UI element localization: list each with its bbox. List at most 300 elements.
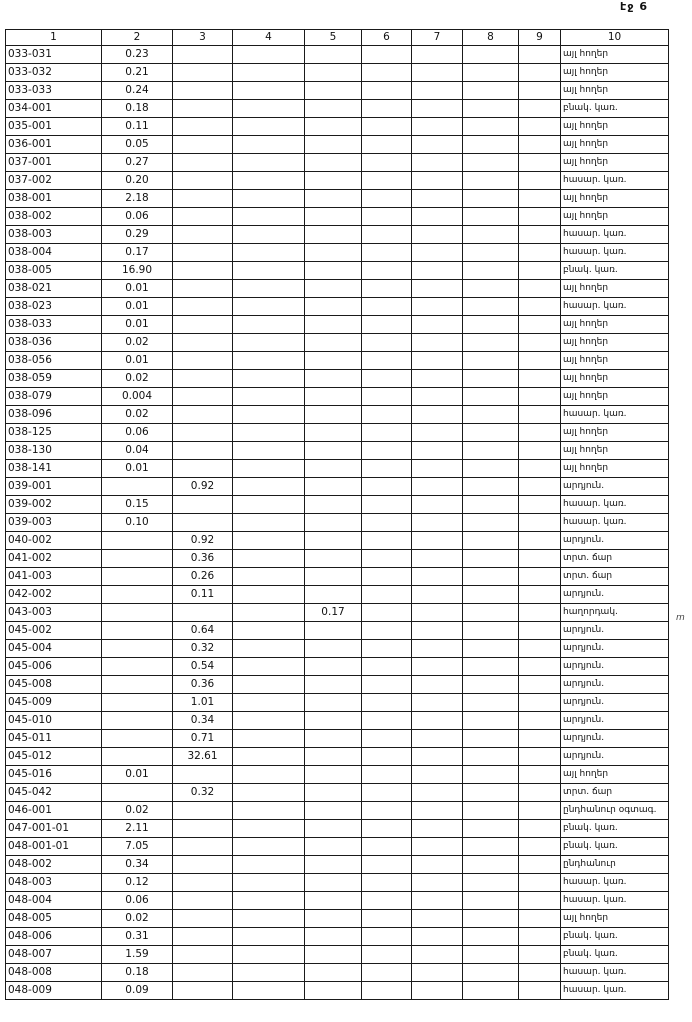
table-row	[6, 568, 669, 586]
table-row	[6, 550, 669, 568]
area-cell-col5	[305, 910, 362, 928]
area-cell-col5	[305, 100, 362, 118]
table-row	[6, 154, 669, 172]
table-row	[6, 478, 669, 496]
land-use-cell: այլ հողեր	[561, 118, 669, 136]
table-row	[6, 82, 669, 100]
table-row	[6, 118, 669, 136]
land-use-cell: այլ հողեր	[561, 370, 669, 388]
parcel-code-cell: 035-001	[6, 118, 102, 136]
land-use-cell: այլ հողեր	[561, 316, 669, 334]
parcel-code-cell: 048-008	[6, 964, 102, 982]
table-row	[6, 658, 669, 676]
area-cell-col3	[173, 370, 233, 388]
area-cell-col5	[305, 964, 362, 982]
land-use-cell: այլ հողեր	[561, 280, 669, 298]
area-cell-col9	[519, 766, 561, 784]
area-cell-col5	[305, 460, 362, 478]
area-cell-col3	[173, 82, 233, 100]
area-cell-col8	[463, 496, 519, 514]
area-cell-col9	[519, 586, 561, 604]
area-cell-col6	[362, 712, 412, 730]
area-cell-col5	[305, 388, 362, 406]
table-row	[6, 136, 669, 154]
land-use-cell: հասար. կառ.	[561, 172, 669, 190]
area-cell-col4	[233, 406, 305, 424]
area-cell-col5	[305, 568, 362, 586]
area-cell-col7	[412, 298, 463, 316]
area-cell-col5	[305, 982, 362, 1000]
area-cell-col9	[519, 694, 561, 712]
parcel-code-cell: 038-023	[6, 298, 102, 316]
land-use-cell: արդյուն.	[561, 658, 669, 676]
area-cell-col6	[362, 46, 412, 64]
area-cell-col3	[173, 496, 233, 514]
area-cell-col5	[305, 946, 362, 964]
area-cell-col2	[102, 712, 173, 730]
area-cell-col7	[412, 118, 463, 136]
area-cell-col6	[362, 136, 412, 154]
area-cell-col4	[233, 784, 305, 802]
area-cell-col3	[173, 154, 233, 172]
area-cell-col8	[463, 64, 519, 82]
area-cell-col3: 32.61	[173, 748, 233, 766]
area-cell-col4	[233, 280, 305, 298]
area-cell-col4	[233, 154, 305, 172]
parcel-code-cell: 038-056	[6, 352, 102, 370]
area-cell-col9	[519, 460, 561, 478]
table-row	[6, 388, 669, 406]
area-cell-col4	[233, 946, 305, 964]
area-cell-col6	[362, 568, 412, 586]
area-cell-col9	[519, 982, 561, 1000]
area-cell-col2	[102, 532, 173, 550]
land-use-cell: հասար. կառ.	[561, 298, 669, 316]
land-use-cell: հասար. կառ.	[561, 964, 669, 982]
land-use-cell: արդյուն.	[561, 532, 669, 550]
area-cell-col6	[362, 244, 412, 262]
area-cell-col3	[173, 136, 233, 154]
parcel-code-cell: 038-004	[6, 244, 102, 262]
area-cell-col5	[305, 136, 362, 154]
land-use-cell: արդյուն.	[561, 640, 669, 658]
area-cell-col2: 0.01	[102, 280, 173, 298]
area-cell-col5	[305, 316, 362, 334]
area-cell-col7	[412, 352, 463, 370]
area-cell-col7	[412, 478, 463, 496]
area-cell-col3	[173, 982, 233, 1000]
area-cell-col8	[463, 226, 519, 244]
area-cell-col5	[305, 496, 362, 514]
area-cell-col9	[519, 802, 561, 820]
area-cell-col3	[173, 424, 233, 442]
area-cell-col9	[519, 604, 561, 622]
area-cell-col5	[305, 694, 362, 712]
area-cell-col2: 0.06	[102, 424, 173, 442]
area-cell-col2	[102, 748, 173, 766]
area-cell-col5	[305, 514, 362, 532]
parcel-code-cell: 045-009	[6, 694, 102, 712]
area-cell-col8	[463, 172, 519, 190]
area-cell-col8	[463, 910, 519, 928]
area-cell-col7	[412, 712, 463, 730]
area-cell-col6	[362, 496, 412, 514]
land-use-cell: ընդհանուր	[561, 856, 669, 874]
area-cell-col8	[463, 964, 519, 982]
table-row	[6, 712, 669, 730]
area-cell-col4	[233, 316, 305, 334]
area-cell-col6	[362, 964, 412, 982]
area-cell-col2	[102, 676, 173, 694]
area-cell-col9	[519, 100, 561, 118]
parcel-code-cell: 045-012	[6, 748, 102, 766]
area-cell-col6	[362, 730, 412, 748]
area-cell-col3	[173, 100, 233, 118]
area-cell-col6	[362, 532, 412, 550]
area-cell-col7	[412, 262, 463, 280]
area-cell-col8	[463, 892, 519, 910]
area-cell-col3	[173, 388, 233, 406]
area-cell-col4	[233, 982, 305, 1000]
area-cell-col4	[233, 586, 305, 604]
area-cell-col3	[173, 316, 233, 334]
area-cell-col9	[519, 928, 561, 946]
land-use-cell: այլ հողեր	[561, 154, 669, 172]
area-cell-col2	[102, 640, 173, 658]
area-cell-col9	[519, 658, 561, 676]
land-use-cell: հաղորդակ.	[561, 604, 669, 622]
area-cell-col6	[362, 640, 412, 658]
parcel-code-cell: 038-125	[6, 424, 102, 442]
area-cell-col7	[412, 46, 463, 64]
land-use-cell: տրտ. ճար	[561, 784, 669, 802]
area-cell-col3	[173, 64, 233, 82]
area-cell-col2: 16.90	[102, 262, 173, 280]
area-cell-col3	[173, 964, 233, 982]
area-cell-col8	[463, 568, 519, 586]
area-cell-col7	[412, 694, 463, 712]
area-cell-col6	[362, 802, 412, 820]
area-cell-col3	[173, 172, 233, 190]
area-cell-col3: 0.54	[173, 658, 233, 676]
area-cell-col7	[412, 586, 463, 604]
area-cell-col9	[519, 136, 561, 154]
area-cell-col4	[233, 100, 305, 118]
area-cell-col7	[412, 874, 463, 892]
area-cell-col2	[102, 622, 173, 640]
area-cell-col9	[519, 964, 561, 982]
parcel-code-cell: 033-031	[6, 46, 102, 64]
area-cell-col3	[173, 928, 233, 946]
area-cell-col3: 0.92	[173, 532, 233, 550]
area-cell-col8	[463, 298, 519, 316]
area-cell-col2	[102, 586, 173, 604]
area-cell-col8	[463, 640, 519, 658]
area-cell-col8	[463, 208, 519, 226]
area-cell-col6	[362, 892, 412, 910]
area-cell-col6	[362, 820, 412, 838]
parcel-code-cell: 038-003	[6, 226, 102, 244]
area-cell-col6	[362, 928, 412, 946]
area-cell-col6	[362, 838, 412, 856]
area-cell-col8	[463, 190, 519, 208]
area-cell-col4	[233, 838, 305, 856]
table-row	[6, 622, 669, 640]
area-cell-col3	[173, 460, 233, 478]
area-cell-col4	[233, 748, 305, 766]
area-cell-col5	[305, 46, 362, 64]
land-use-cell: արդյուն.	[561, 622, 669, 640]
parcel-code-cell: 038-130	[6, 442, 102, 460]
area-cell-col9	[519, 406, 561, 424]
area-cell-col8	[463, 244, 519, 262]
area-cell-col7	[412, 910, 463, 928]
area-cell-col7	[412, 784, 463, 802]
land-use-cell: բնակ. կառ.	[561, 820, 669, 838]
area-cell-col3: 0.32	[173, 640, 233, 658]
land-use-cell: արդյուն.	[561, 730, 669, 748]
land-use-cell: այլ հողեր	[561, 190, 669, 208]
land-use-cell: արդյուն.	[561, 748, 669, 766]
area-cell-col4	[233, 352, 305, 370]
area-cell-col9	[519, 352, 561, 370]
area-cell-col4	[233, 730, 305, 748]
area-cell-col3	[173, 514, 233, 532]
parcel-code-cell: 048-009	[6, 982, 102, 1000]
area-cell-col3	[173, 406, 233, 424]
area-cell-col5	[305, 298, 362, 316]
area-cell-col5	[305, 676, 362, 694]
area-cell-col7	[412, 388, 463, 406]
parcel-code-cell: 033-033	[6, 82, 102, 100]
area-cell-col2: 0.05	[102, 136, 173, 154]
area-cell-col8	[463, 316, 519, 334]
area-cell-col4	[233, 676, 305, 694]
area-cell-col6	[362, 694, 412, 712]
area-cell-col8	[463, 730, 519, 748]
area-cell-col9	[519, 262, 561, 280]
area-cell-col4	[233, 550, 305, 568]
area-cell-col5	[305, 370, 362, 388]
area-cell-col3: 0.71	[173, 730, 233, 748]
area-cell-col2: 0.10	[102, 514, 173, 532]
area-cell-col8	[463, 370, 519, 388]
area-cell-col4	[233, 928, 305, 946]
land-use-cell: այլ հողեր	[561, 910, 669, 928]
parcel-code-cell: 048-001-01	[6, 838, 102, 856]
area-cell-col5	[305, 352, 362, 370]
area-cell-col5: 0.17	[305, 604, 362, 622]
area-cell-col7	[412, 856, 463, 874]
area-cell-col5	[305, 820, 362, 838]
area-cell-col8	[463, 784, 519, 802]
area-cell-col8	[463, 838, 519, 856]
area-cell-col5	[305, 928, 362, 946]
area-cell-col5	[305, 838, 362, 856]
area-cell-col5	[305, 190, 362, 208]
area-cell-col5	[305, 226, 362, 244]
parcel-code-cell: 037-002	[6, 172, 102, 190]
area-cell-col3	[173, 280, 233, 298]
area-cell-col8	[463, 550, 519, 568]
area-cell-col3	[173, 910, 233, 928]
area-cell-col7	[412, 226, 463, 244]
area-cell-col7	[412, 334, 463, 352]
table-row	[6, 352, 669, 370]
area-cell-col4	[233, 46, 305, 64]
area-cell-col3	[173, 334, 233, 352]
area-cell-col2: 0.17	[102, 244, 173, 262]
parcel-code-cell: 034-001	[6, 100, 102, 118]
area-cell-col8	[463, 658, 519, 676]
land-use-cell: այլ հողեր	[561, 424, 669, 442]
land-use-cell: արդյուն.	[561, 478, 669, 496]
table-row	[6, 586, 669, 604]
area-cell-col3	[173, 856, 233, 874]
area-cell-col7	[412, 100, 463, 118]
land-use-cell: բնակ. կառ.	[561, 100, 669, 118]
area-cell-col5	[305, 244, 362, 262]
area-cell-col5	[305, 334, 362, 352]
table-row	[6, 298, 669, 316]
area-cell-col3	[173, 244, 233, 262]
area-cell-col2	[102, 694, 173, 712]
area-cell-col2: 1.59	[102, 946, 173, 964]
area-cell-col7	[412, 676, 463, 694]
area-cell-col8	[463, 928, 519, 946]
area-cell-col9	[519, 388, 561, 406]
parcel-code-cell: 045-010	[6, 712, 102, 730]
area-cell-col9	[519, 622, 561, 640]
area-cell-col5	[305, 622, 362, 640]
area-cell-col2: 0.09	[102, 982, 173, 1000]
area-cell-col3	[173, 118, 233, 136]
area-cell-col9	[519, 154, 561, 172]
area-cell-col9	[519, 856, 561, 874]
area-cell-col9	[519, 334, 561, 352]
parcel-code-cell: 038-096	[6, 406, 102, 424]
area-cell-col8	[463, 622, 519, 640]
area-cell-col9	[519, 496, 561, 514]
area-cell-col4	[233, 118, 305, 136]
area-cell-col9	[519, 640, 561, 658]
table-row	[6, 964, 669, 982]
area-cell-col4	[233, 802, 305, 820]
parcel-code-cell: 045-016	[6, 766, 102, 784]
area-cell-col4	[233, 262, 305, 280]
table-row	[6, 208, 669, 226]
parcel-code-cell: 048-007	[6, 946, 102, 964]
area-cell-col7	[412, 82, 463, 100]
table-row	[6, 190, 669, 208]
area-cell-col7	[412, 964, 463, 982]
area-cell-col7	[412, 928, 463, 946]
column-header-1: 1	[6, 30, 102, 46]
area-cell-col8	[463, 856, 519, 874]
area-cell-col2: 0.01	[102, 298, 173, 316]
area-cell-col7	[412, 172, 463, 190]
area-cell-col5	[305, 280, 362, 298]
area-cell-col2: 0.24	[102, 82, 173, 100]
table-row	[6, 820, 669, 838]
land-use-cell: տրտ. ճար	[561, 568, 669, 586]
column-header-5: 5	[305, 30, 362, 46]
area-cell-col2: 0.02	[102, 802, 173, 820]
area-cell-col5	[305, 892, 362, 910]
parcel-code-cell: 041-002	[6, 550, 102, 568]
table-row	[6, 604, 669, 622]
area-cell-col4	[233, 622, 305, 640]
table-body	[6, 46, 669, 1000]
area-cell-col8	[463, 100, 519, 118]
area-cell-col6	[362, 388, 412, 406]
area-cell-col9	[519, 280, 561, 298]
land-use-cell: այլ հողեր	[561, 208, 669, 226]
area-cell-col3: 0.64	[173, 622, 233, 640]
land-use-cell: հասար. կառ.	[561, 892, 669, 910]
land-use-cell: այլ հողեր	[561, 64, 669, 82]
area-cell-col3: 0.36	[173, 676, 233, 694]
table-row	[6, 406, 669, 424]
area-cell-col8	[463, 820, 519, 838]
area-cell-col6	[362, 874, 412, 892]
area-cell-col2: 0.02	[102, 406, 173, 424]
area-cell-col4	[233, 964, 305, 982]
area-cell-col2	[102, 568, 173, 586]
area-cell-col5	[305, 64, 362, 82]
area-cell-col6	[362, 478, 412, 496]
area-cell-col7	[412, 64, 463, 82]
area-cell-col4	[233, 910, 305, 928]
area-cell-col3: 0.92	[173, 478, 233, 496]
land-use-cell: այլ հողեր	[561, 334, 669, 352]
area-cell-col3	[173, 946, 233, 964]
area-cell-col4	[233, 604, 305, 622]
area-cell-col6	[362, 946, 412, 964]
area-cell-col5	[305, 730, 362, 748]
parcel-code-cell: 045-008	[6, 676, 102, 694]
area-cell-col7	[412, 550, 463, 568]
parcel-code-cell: 038-002	[6, 208, 102, 226]
area-cell-col4	[233, 244, 305, 262]
column-header-4: 4	[233, 30, 305, 46]
area-cell-col4	[233, 514, 305, 532]
parcel-code-cell: 038-079	[6, 388, 102, 406]
area-cell-col4	[233, 82, 305, 100]
area-cell-col4	[233, 856, 305, 874]
area-cell-col9	[519, 244, 561, 262]
area-cell-col2	[102, 478, 173, 496]
area-cell-col7	[412, 604, 463, 622]
area-cell-col9	[519, 676, 561, 694]
column-header-2: 2	[102, 30, 173, 46]
area-cell-col8	[463, 82, 519, 100]
area-cell-col4	[233, 172, 305, 190]
table-row	[6, 460, 669, 478]
area-cell-col6	[362, 352, 412, 370]
area-cell-col9	[519, 748, 561, 766]
area-cell-col6	[362, 172, 412, 190]
column-header-10: 10	[561, 30, 669, 46]
area-cell-col2	[102, 604, 173, 622]
area-cell-col3	[173, 892, 233, 910]
table-row	[6, 982, 669, 1000]
parcel-code-cell: 038-033	[6, 316, 102, 334]
area-cell-col6	[362, 604, 412, 622]
area-cell-col2: 0.06	[102, 208, 173, 226]
land-use-cell: այլ հողեր	[561, 46, 669, 64]
land-use-cell: ընդհանուր օգտագ.	[561, 802, 669, 820]
